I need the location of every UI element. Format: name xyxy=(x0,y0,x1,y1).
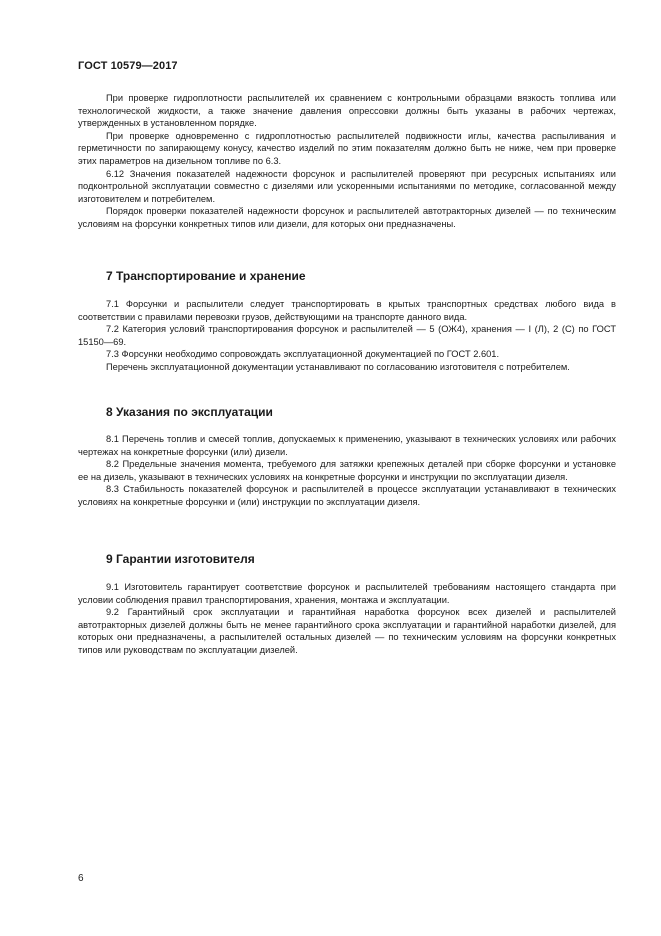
page-number: 6 xyxy=(78,873,84,884)
section-title: 9 Гарантии изготовителя xyxy=(106,552,255,566)
paragraph: Порядок проверки показателей надежности форсунок и распылителей автотракторных дизелей — по техническим условиям на форсунки конкретных типов или дизели, для которых они предназначены. xyxy=(78,206,616,229)
section-7 xyxy=(78,269,616,283)
paragraph: Перечень эксплуатационной документации устанавливают по согласованию изготовителя с потребителем. xyxy=(106,361,570,372)
section-9 xyxy=(78,552,616,566)
paragraph: При проверке одновременно с гидроплотностью распылителей подвижности иглы, качества распыливания и герметичности по запирающему конусу, качество изделий по этим показателям должно быть не ниже, чем при проверке этих параметров на дизельном топливе по 6.3. xyxy=(78,130,616,166)
paragraph: 8.3 Стабильность показателей форсунок и распылителей в процессе эксплуатации устанавливают в технических условиях на конкретные форсунки и (или) инструкции по эксплуатации дизеля. xyxy=(78,484,616,507)
document-code-header: ГОСТ 10579—2017 xyxy=(78,60,178,72)
section-6-continuation xyxy=(78,92,616,231)
paragraph: 7.1 Форсунки и распылители следует транспортировать в крытых транспортных средствах любого вида в соответствии с правилами перевозки грузов, действующими на транспорте данного вида. xyxy=(78,299,616,322)
paragraph: 9.1 Изготовитель гарантирует соответствие форсунок и распылителей требованиям настоящего стандарта при условии соблюдения правил транспортирования, хранения, монтажа и эксплуатации. xyxy=(78,582,616,605)
paragraph: 8.2 Предельные значения момента, требуемого для затяжки крепежных деталей при сборке форсунки и установке ее на дизель, указывают в технических условиях на конкретные форсунки и инструкции по эксплуатации дизеля. xyxy=(78,459,616,482)
paragraph: При проверке гидроплотности распылителей их сравнением с контрольными образцами вязкость топлива или технологической жидкости, а также значение давления опрессовки должны быть указаны в рабочих чертежах, утвержденных в установленном порядке. xyxy=(78,93,616,129)
paragraph: 9.2 Гарантийный срок эксплуатации и гарантийная наработка форсунок всех дизелей и распылителей автотракторных дизелей должны быть не менее гарантийного срока эксплуатации и гарантийной наработки дизелей, для которых они предназначены, а распылителей остальных дизелей — по техническим условиям на форсунки конкретных типов или руководствам по эксплуатации дизелей. xyxy=(78,607,616,655)
paragraph: 6.12 Значения показателей надежности форсунок и распылителей проверяют при ресурсных испытаниях или подконтрольной эксплуатации совместно с дизелями или ускоренными испытаниями по методике, согласованной между изготовителем и потребителем. xyxy=(78,168,616,204)
section-title: 7 Транспортирование и хранение xyxy=(106,269,306,283)
paragraph: 7.3 Форсунки необходимо сопровождать эксплуатационной документацией по ГОСТ 2.601. xyxy=(106,349,500,360)
paragraph: 8.1 Перечень топлив и смесей топлив, допускаемых к применению, указывают в технических условиях или рабочих чертежах на конкретные форсунки (или) дизели. xyxy=(78,434,616,457)
paragraph: 7.2 Категория условий транспортирования форсунок и распылителей — 5 (ОЖ4), хранения — I (Л), 2 (С) по ГОСТ 15150—69. xyxy=(78,324,616,347)
section-7-body xyxy=(78,298,616,374)
section-9-body xyxy=(78,581,616,657)
section-8-body xyxy=(78,433,616,509)
section-title: 8 Указания по эксплуатации xyxy=(106,405,273,419)
section-8 xyxy=(78,405,616,419)
